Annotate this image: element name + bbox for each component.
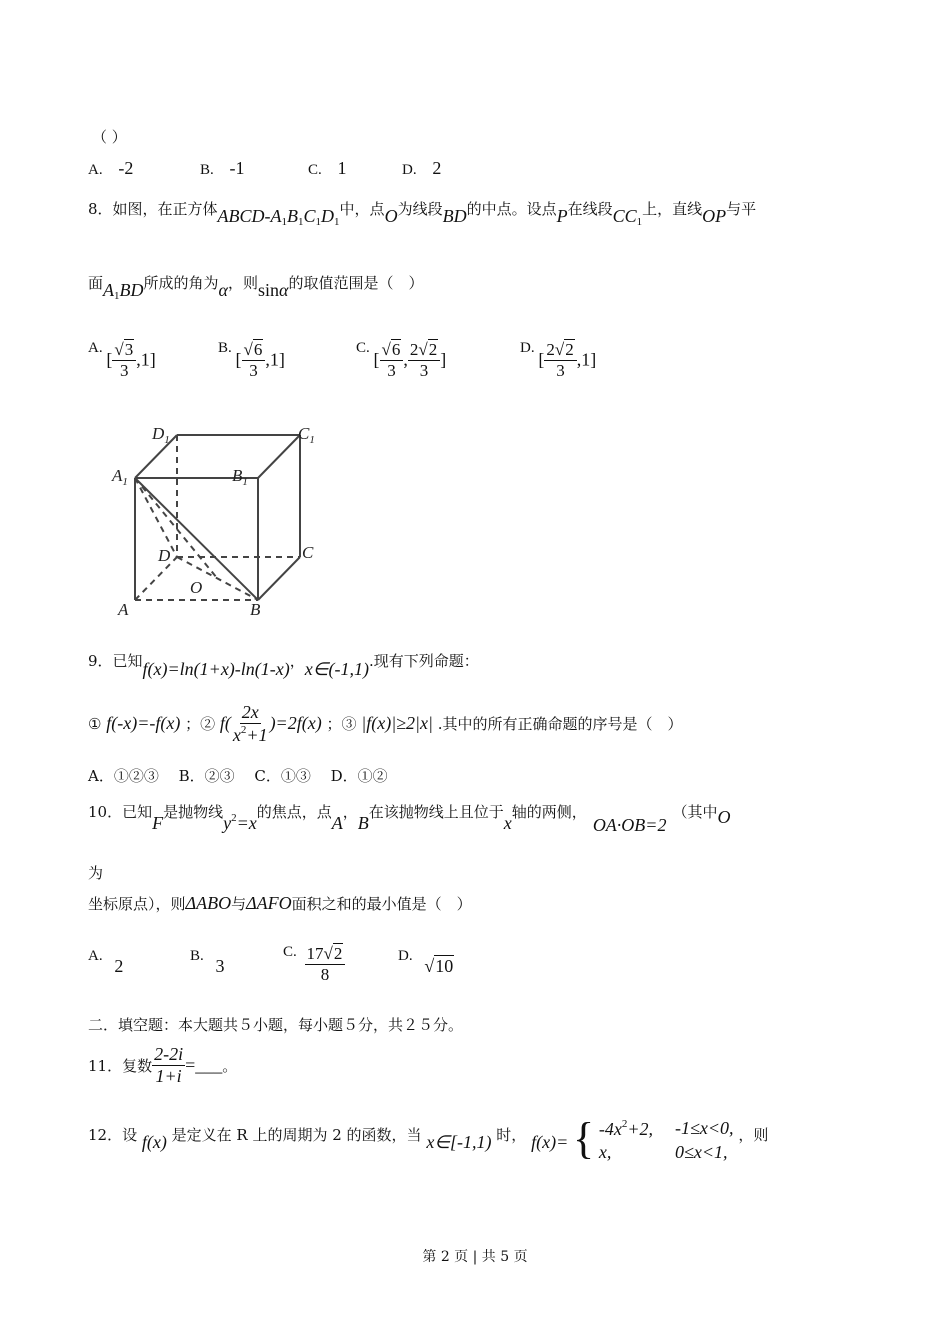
q8-option-a: A. [ $\frac{√3}{3}$ ,1] xyxy=(88,340,156,380)
label-a: A xyxy=(118,600,129,619)
edge-a-d xyxy=(135,557,177,600)
q10-wei: 为 xyxy=(88,864,104,882)
label-b1: $B_1$ xyxy=(232,466,248,488)
q8-option-d: D. [ $\frac{2√2}{3}$ ,1] xyxy=(520,340,597,380)
q11: 11．复数 $\frac{2-2i}{1+i}$ =___。 xyxy=(88,1044,238,1086)
q10-line1: 10．已知F是抛物线$y^2=x$的焦点，点A，B在该抛物线上且位于x轴的两侧，OA·OB=2（其中O xyxy=(88,803,731,835)
q9-line2: ① f(-x)=-f(x) ；② f( $\frac{2x}{x^2+1}$ )=2f(x) ；③ |f(x)|≥2|x| .其中的所有正确命题的序号是（ ） xyxy=(88,702,683,745)
edge-b-c xyxy=(258,557,300,600)
q9-options: A．①②③ B．②③ C．①③ D．①② xyxy=(88,767,388,785)
q7-option-b: B. -1 xyxy=(200,158,245,178)
q8-option-b: B. [ $\frac{√6}{3}$ ,1] xyxy=(218,340,285,380)
cube-name: ABCD-$A_1B_1C_1D_1$ xyxy=(217,206,340,228)
page-footer: 第 2 页 | 共 5 页 xyxy=(422,1249,528,1265)
q9-line1: 9．已知f(x)=ln(1+x)-ln(1-x)，x∈(-1,1).现有下列命题： xyxy=(88,652,479,679)
label-o: O xyxy=(190,578,203,597)
cube-figure xyxy=(100,415,340,630)
q10-line2: 坐标原点），则ΔABO与ΔAFO面积之和的最小值是（ ） xyxy=(88,893,472,913)
edge-b1-c1 xyxy=(258,435,300,478)
label-d1: $D_1$ xyxy=(152,424,170,446)
q10-option-a: A. 2 xyxy=(88,948,124,976)
q7-option-d: D. 2 xyxy=(402,158,442,178)
q9-prop1: f(-x)=-f(x) xyxy=(106,713,181,734)
q8-option-c: C. [ $\frac{√6}{3}$ , $\frac{2√2}{3}$ ] xyxy=(356,340,447,380)
label-c1: $C_1$ xyxy=(298,424,315,446)
label-d: D xyxy=(158,546,171,565)
q8-line1: 8．如图，在正方体ABCD-$A_1B_1C_1D_1$中，点O为线段BD的中点。设点P在线段$CC_1$上，直线OP与平 xyxy=(88,200,757,228)
q8-line2: 面$A_1BD$所成的角为α，则sinα的取值范围是（ ） xyxy=(88,274,424,302)
q9-domain: x∈(-1,1) xyxy=(304,659,369,679)
label-c: C xyxy=(302,543,314,562)
q11-blank: ___ xyxy=(195,1054,223,1075)
q12: 12．设 f(x) 是定义在 R 上的周期为 2 的函数，当 x∈[-1,1) 时， f(x)= { $-4x^2+2$, -1≤x<0, x, 0≤x<1, ，则 xyxy=(88,1113,769,1163)
q7-paren: （ ） xyxy=(92,128,127,146)
section-2-heading: 二．填空题：本大题共５小题，每小题５分，共２５分。 xyxy=(88,1016,464,1034)
q10-option-c: C. $\frac{17√2}{8}$ xyxy=(283,944,345,984)
q10-option-d: D. √10 xyxy=(398,948,454,976)
dot-product: OA·OB=2 xyxy=(592,815,667,835)
q9-function: f(x)=ln(1+x)-ln(1-x) xyxy=(142,659,290,679)
label-b: B xyxy=(250,600,261,619)
q10-option-b: B. 3 xyxy=(190,948,225,976)
q7-option-a: A. -2 xyxy=(88,158,134,178)
q12-cases: $-4x^2+2$, -1≤x<0, x, 0≤x<1, xyxy=(598,1118,734,1162)
diag-a1-d xyxy=(135,478,177,557)
q7-option-c: C. 1 xyxy=(308,158,347,178)
q9-prop3: |f(x)|≥2|x| xyxy=(361,713,433,734)
label-a1: $A_1$ xyxy=(112,466,128,488)
